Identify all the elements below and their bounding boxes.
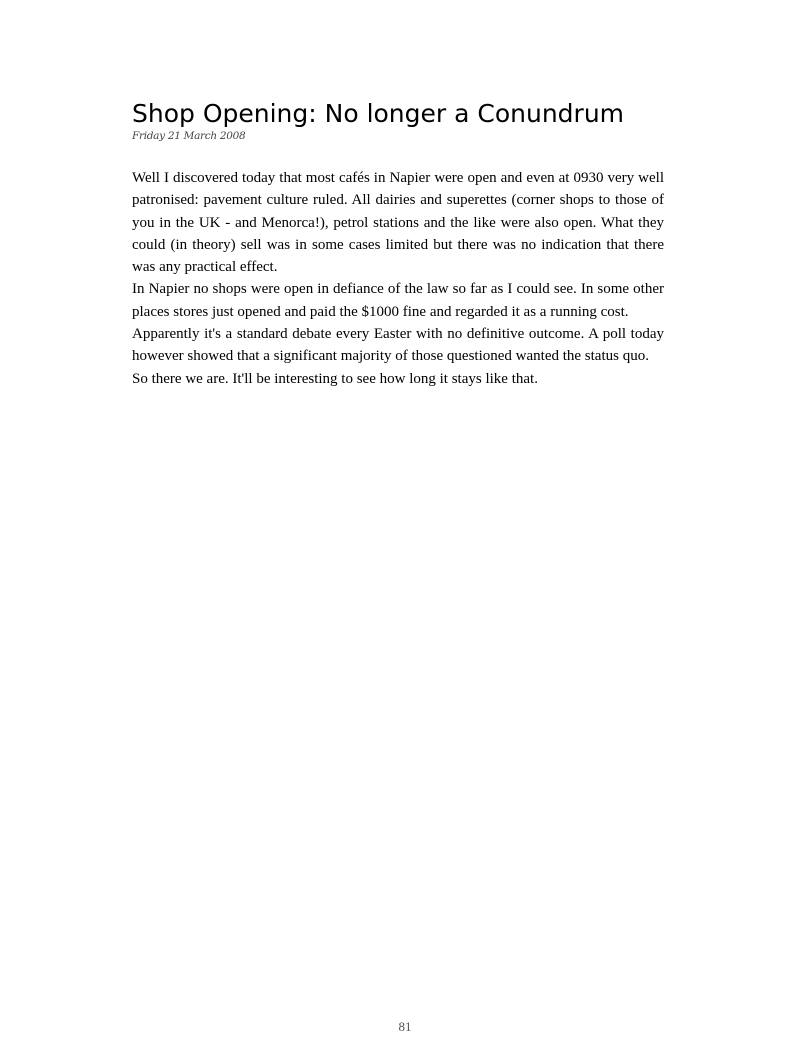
paragraph: So there we are. It'll be interesting to see how long it stays like that. — [132, 370, 538, 387]
paragraph: Apparently it's a standard debate every Easter with no definitive outcome. A poll today however showed that a significant majority of those questioned wanted the status quo. — [132, 326, 664, 365]
page-number: 81 — [398, 1019, 412, 1034]
post-date: Friday 21 March 2008 — [132, 130, 246, 142]
post-body — [132, 167, 664, 390]
post-title: Shop Opening: No longer a Conundrum — [132, 99, 625, 128]
paragraph: In Napier no shops were open in defiance of the law so far as I could see. In some other places stores just opened and paid the $1000 fine and regarded it as a running cost. — [132, 281, 664, 320]
paragraph: Well I discovered today that most cafés in Napier were open and even at 0930 very well patronised: pavement culture ruled. All dairies and superettes (corner shops to those of you in the UK - and Menorca!), petrol stations and the like were also open. What they could (in theory) sell was in some cases limited but there was no indication that there was any practical effect. — [132, 170, 664, 276]
